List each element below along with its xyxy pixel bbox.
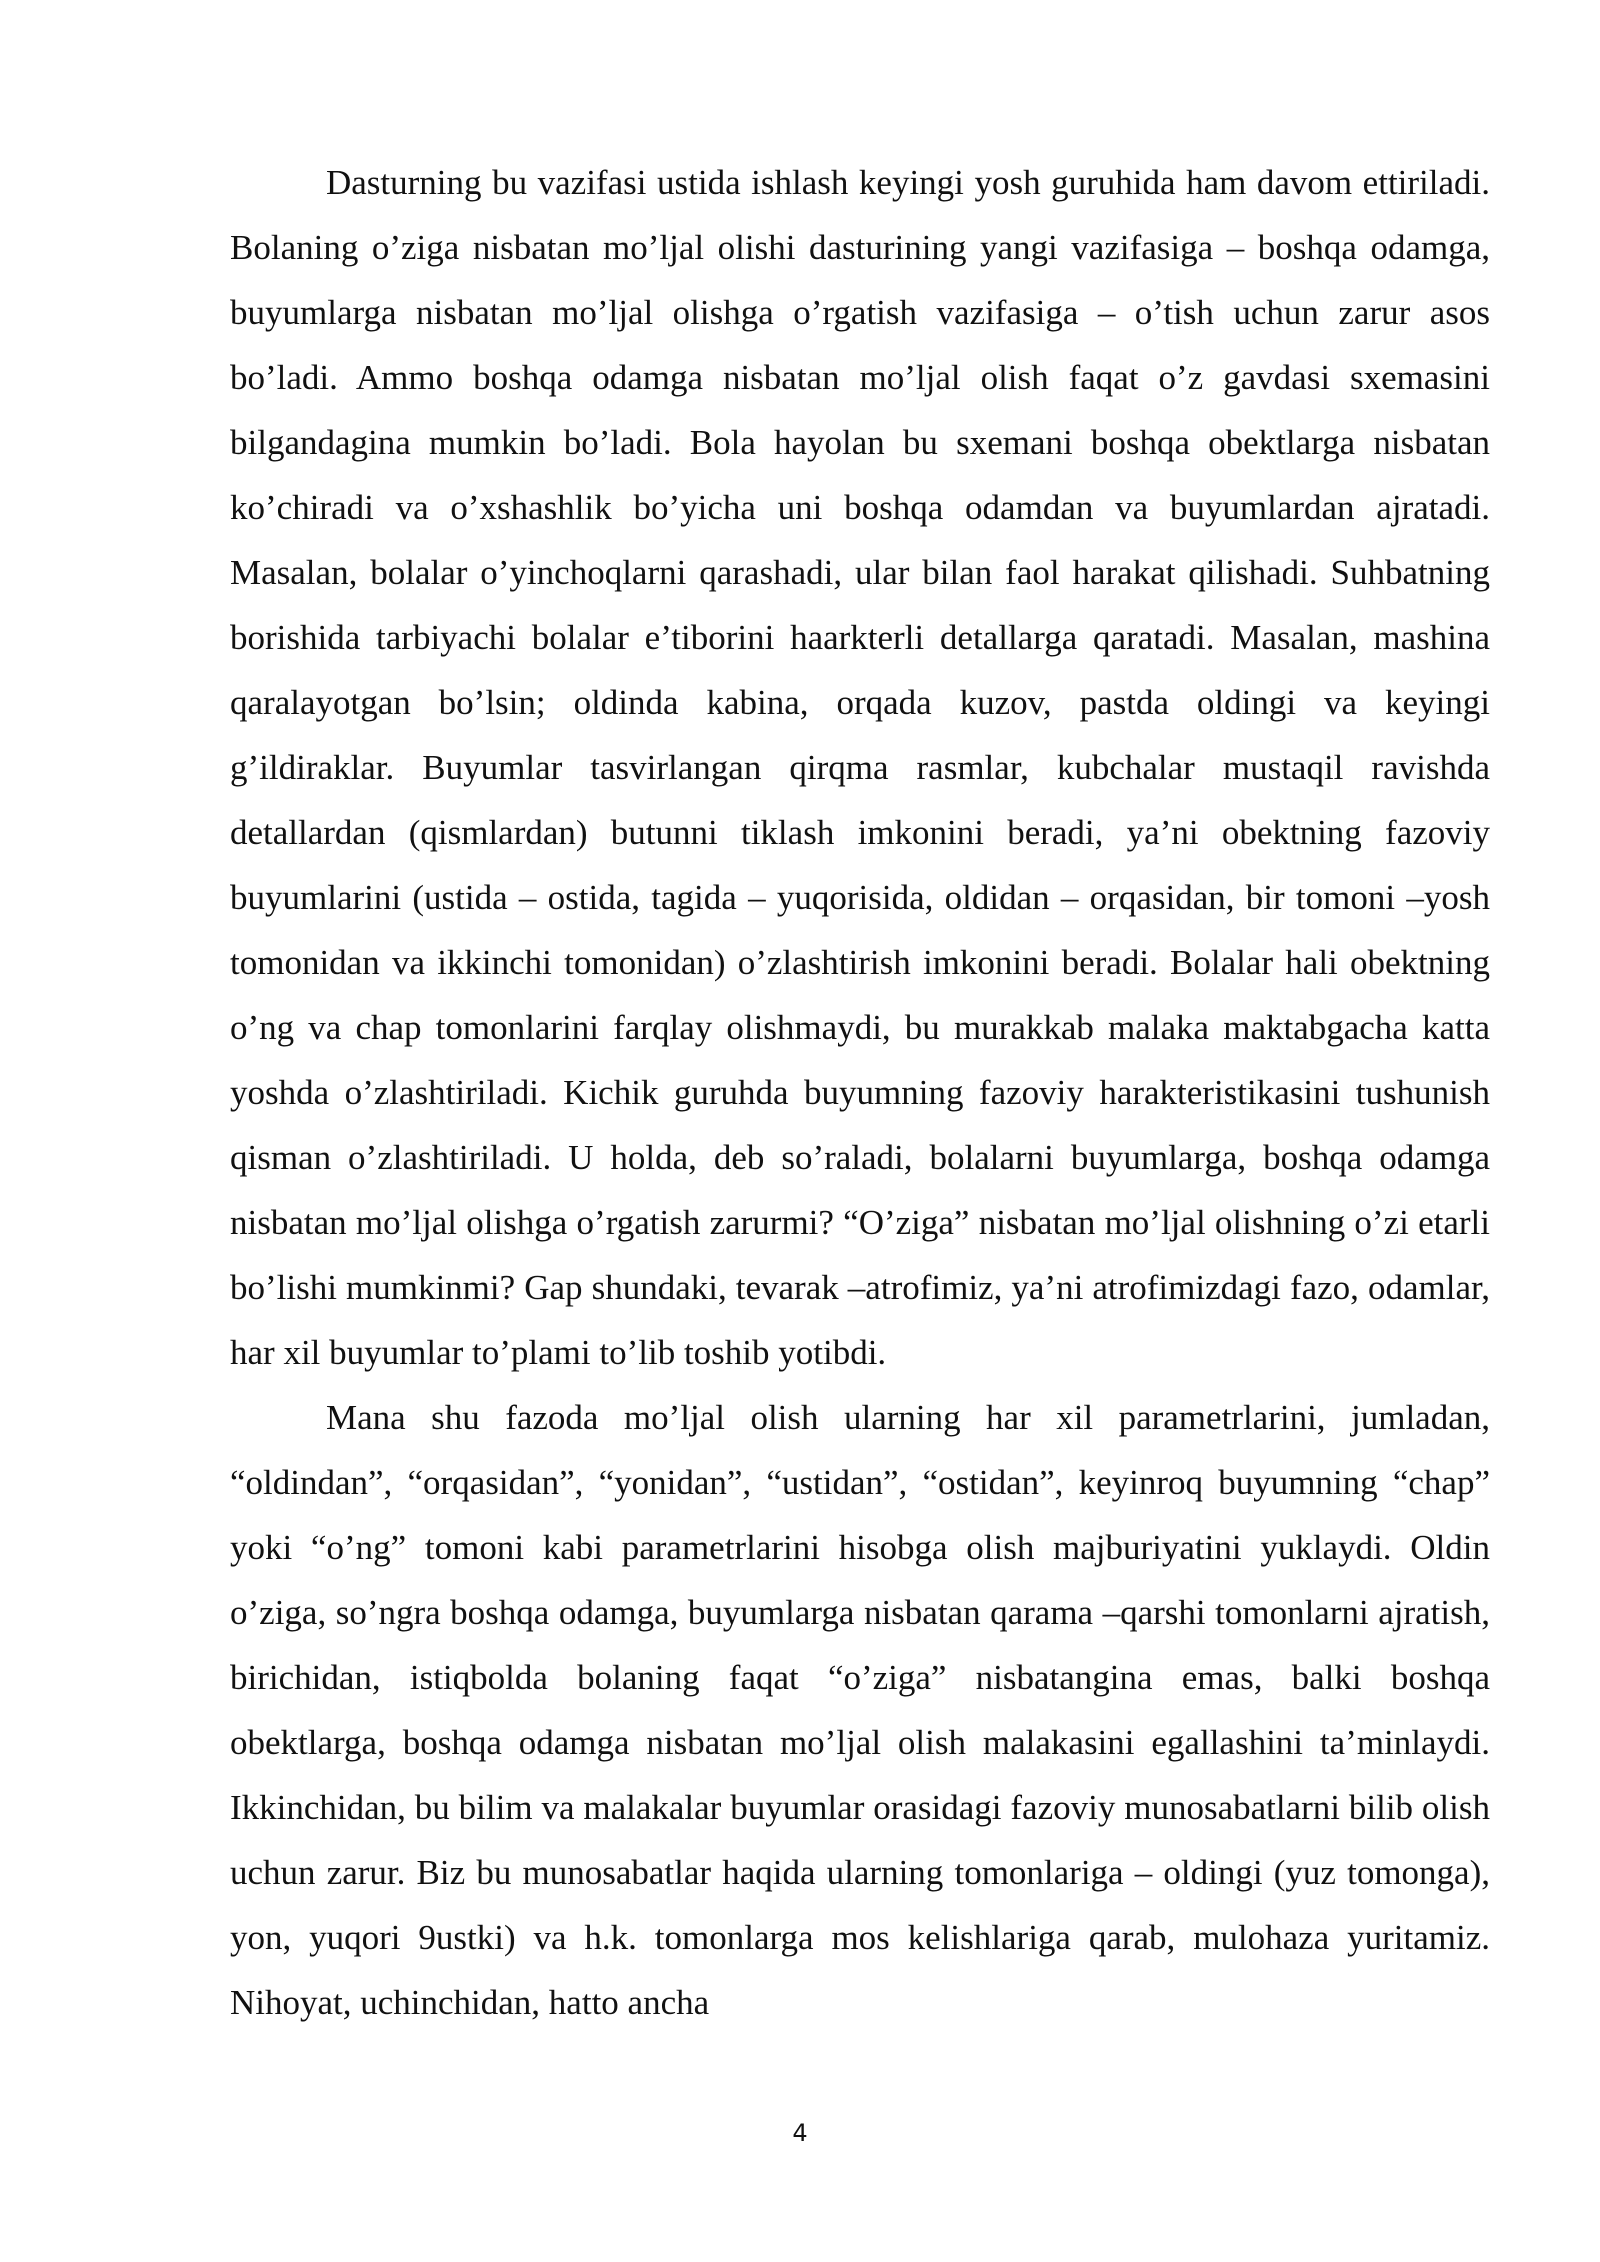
paragraph-1: Dasturning bu vazifasi ustida ishlash keyingi yosh guruhida ham davom ettiriladi. Bolaning o’ziga nisbatan mo’ljal olishi dasturining yangi vazifasiga – boshqa odamga, buyumlarga nisbatan mo’ljal olishga o’rgatish vazifasiga – o’tish uchun zarur asos bo’ladi. Ammo boshqa odamga nisbatan mo’ljal olish faqat o’z gavdasi sxemasini bilgandagina mumkin bo’ladi. Bola hayolan bu sxemani boshqa obektlarga nisbatan ko’chiradi va o’xshashlik bo’yicha uni boshqa odamdan va buyumlardan ajratadi. Masalan, bolalar o’yinchoqlarni qarashadi, ular bilan faol harakat qilishadi. Suhbatning borishida tarbiyachi bolalar e’tiborini haarkterli detallarga qaratadi. Masalan, mashina qaralayotgan bo’lsin; oldinda kabina, orqada kuzov, pastda oldingi va keyingi g’ildiraklar. Buyumlar tasvirlangan qirqma rasmlar, kubchalar mustaqil ravishda detallardan (qismlardan) butunni tiklash imkonini beradi, ya’ni obektning fazoviy buyumlarini (ustida – ostida, tagida – yuqorisida, oldidan – orqasidan, bir tomoni –yosh tomonidan va ikkinchi tomonidan) o’zlashtirish imkonini beradi. Bolalar hali obektning o’ng va chap tomonlarini farqlay olishmaydi, bu murakkab malaka maktabgacha katta yoshda o’zlashtiriladi. Kichik guruhda buyumning fazoviy harakteristikasini tushunish qisman o’zlashtiriladi. U holda, deb so’raladi, bolalarni buyumlarga, boshqa odamga nisbatan mo’ljal olishga o’rgatish zarurmi? “O’ziga” nisbatan mo’ljal olishning o’zi etarli bo’lishi mumkinmi? Gap shundaki, tevarak –atrofimiz, ya’ni atrofimizdagi fazo, odamlar, har xil buyumlar to’plami to’lib toshib yotibdi.: [230, 163, 1490, 1372]
paragraph-2: Mana shu fazoda mo’ljal olish ularning har xil parametrlarini, jumladan, “oldindan”, “orqasidan”, “yonidan”, “ustidan”, “ostidan”, keyinroq buyumning “chap” yoki “o’ng” tomoni kabi parametrlarini hisobga olish majburiyatini yuklaydi. Oldin o’ziga, so’ngra boshqa odamga, buyumlarga nisbatan qarama –qarshi tomonlarni ajratish, birichidan, istiqbolda bolaning faqat “o’ziga” nisbatangina emas, balki boshqa obektlarga, boshqa odamga nisbatan mo’ljal olish malakasini egallashini ta’minlaydi. Ikkinchidan, bu bilim va malakalar buyumlar orasidagi fazoviy munosabatlarni bilib olish uchun zarur. Biz bu munosabatlar haqida ularning tomonlariga – oldingi (yuz tomonga), yon, yuqori 9ustki) va h.k. tomonlarga mos kelishlariga qarab, mulohaza yuritamiz. Nihoyat, uchinchidan, hatto ancha: [230, 1398, 1490, 2022]
body-text: [230, 150, 1490, 2035]
page-number: 4: [792, 2119, 808, 2147]
